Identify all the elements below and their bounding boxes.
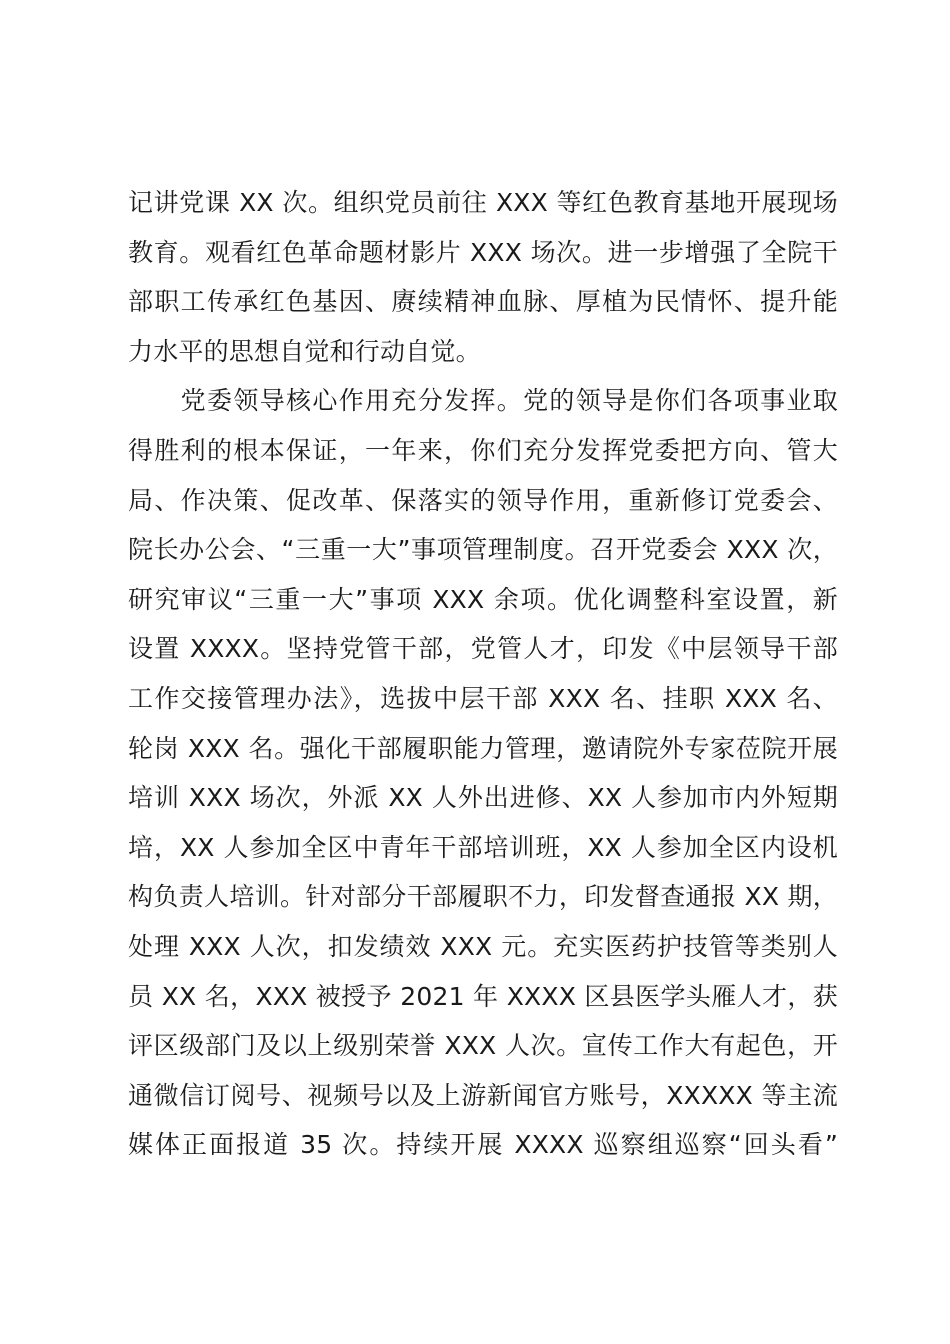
text-line: 设置 XXXX。坚持党管干部，党管人才，印发《中层领导干部 [128, 634, 838, 664]
text-line: 培，XX 人参加全区中青年干部培训班，XX 人参加全区内设机 [128, 832, 838, 862]
text-line: 记讲党课 XX 次。组织党员前往 XXX 等红色教育基地开展现场 [128, 188, 838, 217]
text-line: 培训 XXX 场次，外派 XX 人外出进修、XX 人参加市内外短期 [128, 783, 838, 813]
text-line: 员 XX 名，XXX 被授予 2021 年 XXXX 区县医学头雁人才，获 [128, 981, 838, 1011]
text-line: 轮岗 XXX 名。强化干部履职能力管理，邀请院外专家莅院开展 [128, 733, 838, 763]
text-line: 局、作决策、促改革、保落实的领导作用，重新修订党委会、 [128, 485, 838, 515]
text-line: 力水平的思想自觉和行动自觉。 [128, 336, 481, 366]
text-line: 院长办公会、“三重一大”事项管理制度。召开党委会 XXX 次， [128, 535, 838, 565]
text-line: 研究审议“三重一大”事项 XXX 余项。优化调整科室设置，新 [128, 584, 838, 614]
text-line: 得胜利的根本保证，一年来，你们充分发挥党委把方向、管大 [128, 435, 838, 465]
text-line: 处理 XXX 人次，扣发绩效 XXX 元。充实医药护技管等类别人 [128, 931, 838, 961]
text-line: 教育。观看红色革命题材影片 XXX 场次。进一步增强了全院干 [128, 237, 838, 267]
text-line: 党委领导核心作用充分发挥。党的领导是你们各项事业取 [128, 386, 838, 416]
text-line: 通微信订阅号、视频号以及上游新闻官方账号，XXXXX 等主流 [128, 1080, 838, 1110]
text-line: 评区级部门及以上级别荣誉 XXX 人次。宣传工作大有起色，开 [128, 1031, 838, 1061]
text-line: 部职工传承红色基因、赓续精神血脉、厚植为民情怀、提升能 [128, 287, 838, 317]
text-line: 构负责人培训。针对部分干部履职不力，印发督查通报 XX 期， [128, 882, 838, 912]
body-text [128, 178, 838, 1170]
text-line: 工作交接管理办法》，选拔中层干部 XXX 名、挂职 XXX 名、 [128, 683, 838, 713]
text-line: 媒体正面报道 35 次。持续开展 XXXX 巡察组巡察“回头看” [128, 1130, 838, 1160]
